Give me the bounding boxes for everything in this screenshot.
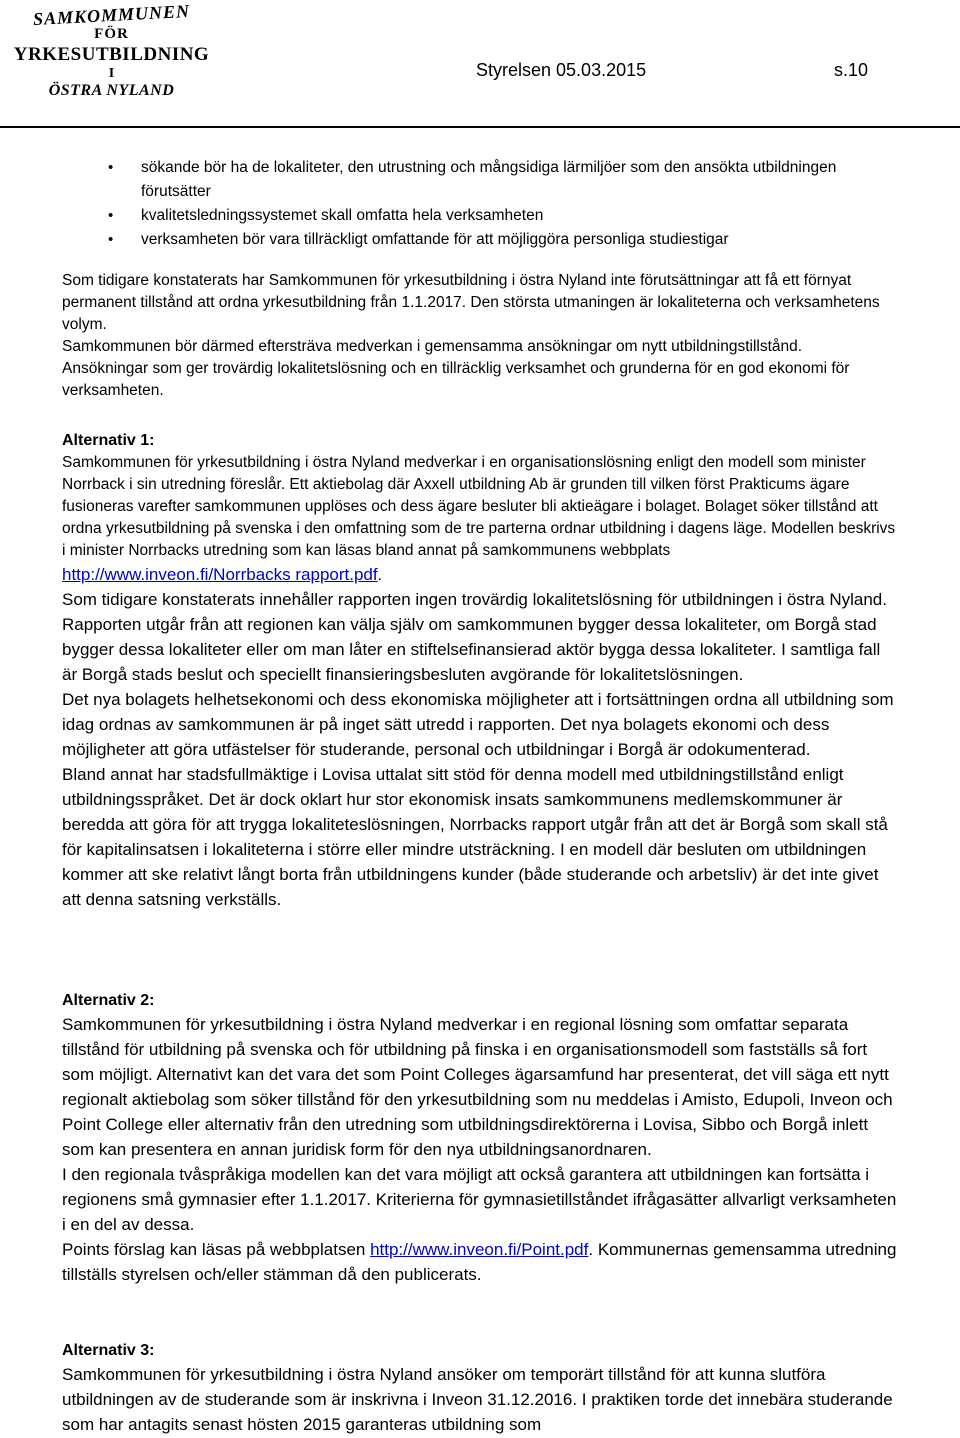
alternative-1-text: Samkommunen för yrkesutbildning i östra Nyland medverkar i en organisationslösning enligt den modell som minister Norrback i sin utredning föreslår. Ett aktiebolag där Axxell utbildning Ab är grunden till vilken först Prakticums ägare fusioneras varefter samkommunen upplöses och dess ägare besluter bli aktieägare i bolaget. Bolaget söker tillstånd att ordna yrkesutbildning på svenska i den omfattning som de tre parterna ordnar utbildning i dagens läge. Modellen beskrivs i minister Norrbacks utredning som kan läsas bland annat på samkommunens webbplats	[62, 454, 896, 559]
organization-logo	[4, 2, 219, 99]
alternative-2-paragraph-3	[62, 1237, 897, 1287]
alternative-3-heading: Alternativ 3:	[62, 1342, 155, 1359]
alternative-3-paragraph-1: Samkommunen för yrkesutbildning i östra Nyland ansöker om temporärt tillstånd för att kunna slutföra utbildningen av de studerande som är inskrivna i Inveon 31.12.2016. I praktiken torde det innebära studerande som har antagits senast hösten 2015 garanteras utbildning som	[62, 1365, 893, 1434]
point-proposal-link[interactable]: http://www.inveon.fi/Point.pdf	[370, 1240, 589, 1259]
alternative-1-heading: Alternativ 1:	[62, 432, 155, 449]
intro-paragraph-2: Samkommunen bör därmed eftersträva medverkan i gemensamma ansökningar om nytt utbildningstillstånd.	[62, 338, 803, 355]
header-page-number: s.10	[834, 60, 869, 80]
intro-paragraph-1: Som tidigare konstaterats har Samkommunen för yrkesutbildning i östra Nyland inte förutsättningar att få ett förnyat permanent tillstånd att ordna yrkesutbildning från 1.1.2017. Den största utmaningen är lokaliteterna och verksamhetens volym.	[62, 272, 880, 333]
criteria-bullet-list	[108, 156, 878, 252]
bullet-item: • kvalitetsledningssystemet skall omfatta hela verksamheten	[108, 204, 878, 228]
alternative-2-text: Points förslag kan läsas på webbplatsen	[62, 1240, 371, 1259]
header-divider	[0, 126, 960, 128]
alternative-1-paragraph-1	[62, 452, 897, 587]
alternative-1-paragraph-3: Det nya bolagets helhetsekonomi och dess ekonomiska möjligheter att i fortsättningen ordna all utbildning som idag ordnas av samkommunen är på inget sätt utredd i rapporten. Det nya bolagets ekonomi och dess möjligheter att göra utfästelser för studerande, personal och utbildningar i Borgå är odokumenterad.	[62, 690, 894, 759]
alternative-2-text-end: . Kommunernas gemensamma utredning tillställs styrelsen och/eller stämman då den publicerats.	[62, 1240, 897, 1284]
intro-paragraph-3: Ansökningar som ger trovärdig lokalitetslösning och en tillräcklig verksamhet och grunderna för en god ekonomi för verksamheten.	[62, 360, 850, 399]
alternative-1-section	[62, 430, 897, 912]
norrback-report-link[interactable]: http://www.inveon.fi/Norrbacks rapport.pdf	[62, 565, 378, 584]
alternative-1-paragraph-2: Som tidigare konstaterats innehåller rapporten ingen trovärdig lokalitetslösning för utbildningen i östra Nyland. Rapporten utgår från att regionen kan välja själv om samkommunen bygger dessa lokaliteter, om Borgå stad bygger dessa lokaliteter eller om man låter en stiftelsefinansierad aktör bygga dessa lokaliteter. I samtliga fall är Borgå stads beslut och speciellt finansieringsbesluten avgörande för lokalitetslösningen.	[62, 590, 887, 684]
alternative-2-paragraph-1: Samkommunen för yrkesutbildning i östra Nyland medverkar i en regional lösning som omfattar separata tillstånd för utbildning på svenska och för utbildning på finska i en organisationsmodell som fastställs så fort som möjligt. Alternativt kan det vara det som Point Colleges ägarsamfund har presenterat, det vill säga ett nytt regionalt aktiebolag som söker tillstånd för den yrkesutbildning som nu meddelas i Amisto, Edupoli, Inveon och Point College eller alternativ från den utredning som utbildningsdirektörerna i Lovisa, Sibbo och Borgå inlett som kan presentera en annan juridisk form för den nya utbildningsanordnaren.	[62, 1015, 893, 1159]
alternative-3-section	[62, 1340, 897, 1437]
bullet-item: • verksamheten bör vara tillräckligt omfattande för att möjliggöra personliga studiestigar	[108, 228, 878, 252]
logo-line-2: FÖR	[94, 26, 129, 42]
alternative-2-section	[62, 990, 897, 1287]
header-meeting-date: Styrelsen 05.03.2015	[476, 60, 647, 80]
logo-line-4: I	[108, 66, 115, 81]
alternative-1-text-end: .	[377, 567, 382, 584]
intro-section	[62, 270, 897, 402]
logo-line-5: ÖSTRA NYLAND	[48, 82, 175, 99]
alternative-2-paragraph-2: I den regionala tvåspråkiga modellen kan det vara möjligt att också garantera att utbildningen kan fortsätta i regionens små gymnasier efter 1.1.2017. Kriterierna för gymnasietillståndet ifrågasätter allvarligt verksamheten i en del av dessa.	[62, 1165, 897, 1234]
logo-line-1: SAMKOMMUNEN	[32, 0, 191, 30]
alternative-1-paragraph-4: Bland annat har stadsfullmäktige i Lovisa uttalat sitt stöd för denna modell med utbildningstillstånd enligt utbildningsspråket. Det är dock oklart hur stor ekonomisk insats samkommunens medlemskommuner är beredda att göra för att trygga lokaliteteslösningen, Norrbacks rapport utgår från att det är Borgå som skall stå för kapitalinsatsen i lokaliteterna i större eller mindre utsträckning. I en modell där besluten om utbildningen kommer att ske relativt långt borta från utbildningens kunder (både studerande och arbetsliv) är det inte givet att denna satsning verkställs.	[62, 765, 888, 909]
logo-line-3: YRKESUTBILDNING	[13, 44, 210, 65]
alternative-2-heading: Alternativ 2:	[62, 992, 155, 1009]
bullet-item: • sökande bör ha de lokaliteter, den utrustning och mångsidiga lärmiljöer som den ansökta utbildningen förutsätter	[108, 156, 878, 204]
